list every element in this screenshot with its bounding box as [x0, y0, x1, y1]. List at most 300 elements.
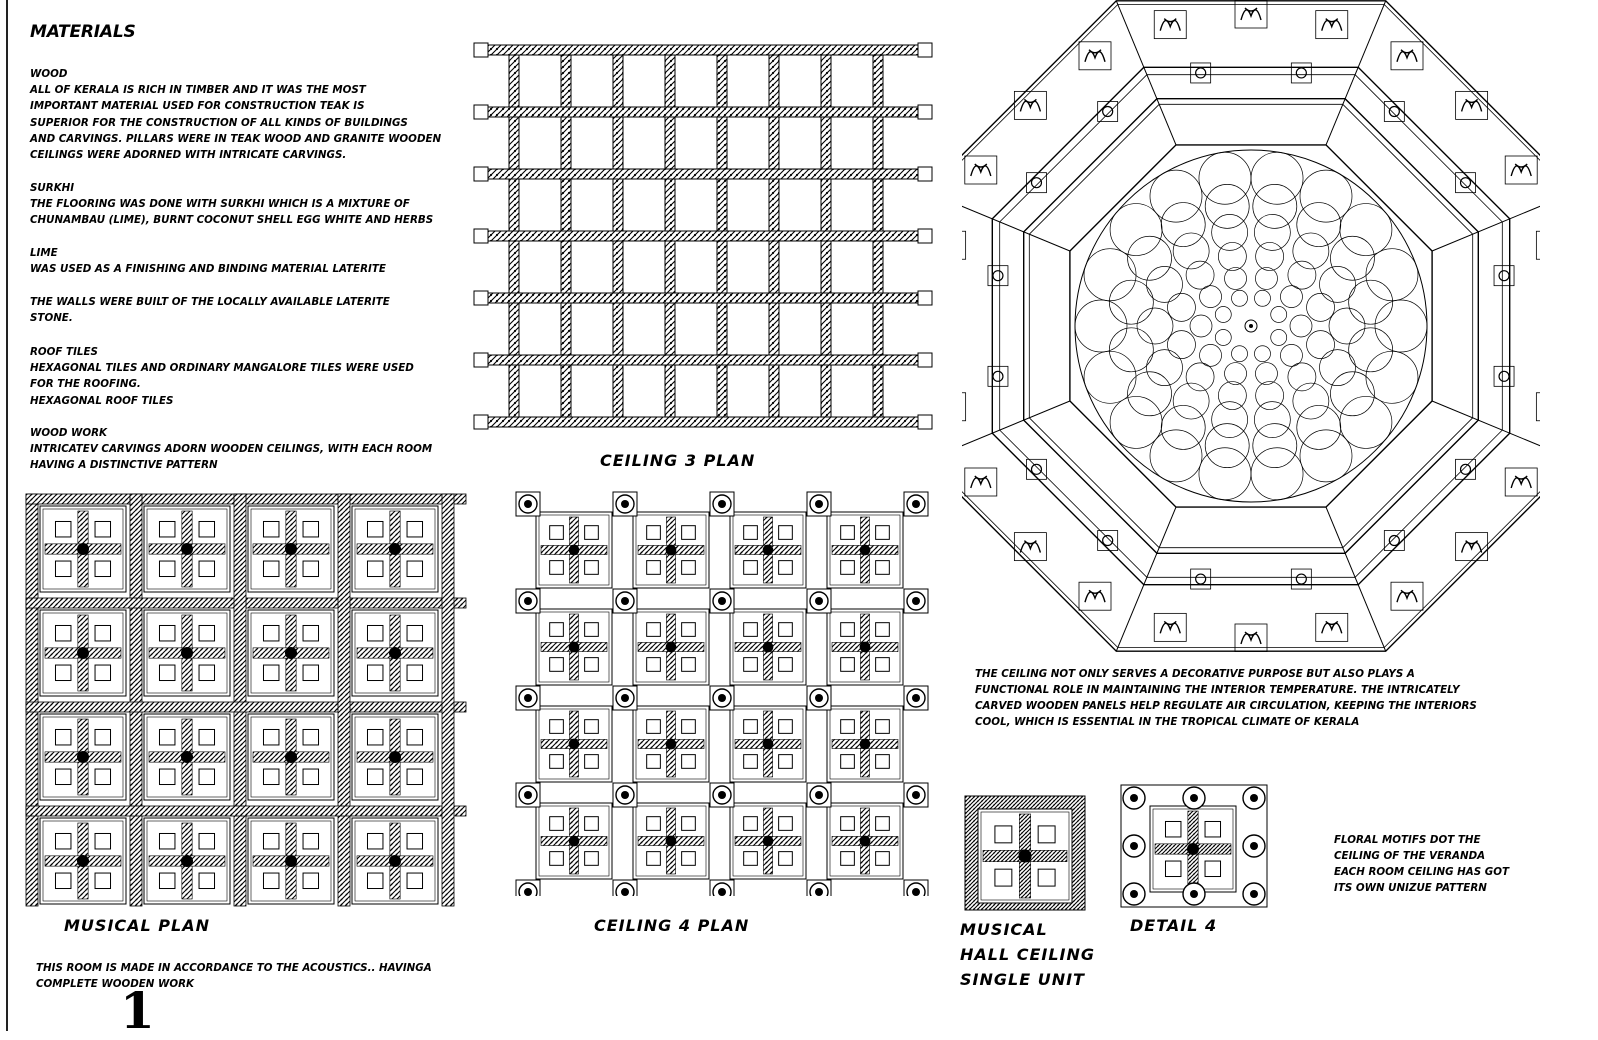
laterite-line: THE WALLS WERE BUILT OF THE LOCALLY AVAILABLE LATERITE	[30, 296, 390, 308]
ornament-center	[77, 751, 89, 763]
lotus-petal	[1215, 307, 1231, 323]
lotus-petal	[1297, 203, 1341, 247]
octagon-inner-panel	[1494, 366, 1514, 386]
lotus-petal	[1288, 261, 1316, 289]
ornament-center	[389, 647, 401, 659]
wood-line: ALL OF KERALA IS RICH IN TIMBER AND IT WAS THE MOST	[30, 84, 366, 97]
lotus-petal	[1075, 300, 1127, 352]
ceiling-function-note	[975, 666, 1575, 730]
ornament-center	[569, 739, 580, 750]
octagon-inner-panel	[988, 366, 1008, 386]
lotus-petal	[1232, 290, 1248, 306]
note-line: EACH ROOM CEILING HAS GOT	[1334, 866, 1509, 878]
woodwork-line: HAVING A DISTINCTIVE PATTERN	[30, 459, 218, 472]
octagon-inner-motif	[1196, 574, 1206, 584]
ornament-center	[389, 543, 401, 555]
ceiling-4-rosette-core	[912, 597, 920, 605]
sheet-number: 1	[120, 981, 155, 1040]
octagon-inner-motif	[1103, 106, 1113, 116]
wood-line: IMPORTANT MATERIAL USED FOR CONSTRUCTION TEAK IS	[30, 100, 365, 113]
musical-plan-joist	[130, 494, 142, 906]
floral-motifs-note	[1334, 832, 1564, 896]
octagon-corner-line	[1326, 1, 1386, 145]
wood-line: AND CARVINGS. PILLARS WERE IN TEAK WOOD AND GRANITE WOODEN	[30, 132, 442, 145]
ceiling-4-rosette-core	[815, 888, 823, 896]
ceiling-4-rosette-core	[718, 791, 726, 799]
ceiling-4-rosette-core	[815, 694, 823, 702]
octagon-inner-motif	[1389, 536, 1399, 546]
octagon-scroll-motif	[971, 476, 991, 488]
octagon-inner-panel	[1098, 531, 1118, 551]
lotus-petal	[1255, 363, 1277, 385]
octagon-inner-motif	[993, 371, 1003, 381]
lotus-petal	[1307, 293, 1335, 321]
lotus-petal	[1150, 430, 1202, 482]
ornament-center	[181, 543, 193, 555]
ornament-center	[181, 751, 193, 763]
octagon-carved-panel	[1014, 533, 1046, 561]
musical-plan-drawing	[24, 492, 468, 908]
lotus-petal	[1255, 267, 1277, 289]
ceiling-3-beam-end	[918, 353, 932, 367]
octagon-inner-panel	[1191, 63, 1211, 83]
octagon-scroll-motif	[1241, 8, 1261, 20]
lotus-petal	[1256, 382, 1284, 410]
materials-lime	[30, 245, 470, 277]
ceiling-3-beam	[488, 417, 918, 427]
ceiling-4-rosette-core	[815, 500, 823, 508]
detail-4-label: DETAIL 4	[1130, 916, 1218, 935]
lotus-petal	[1218, 242, 1246, 270]
ceiling-3-beam	[488, 355, 918, 365]
sheet-border	[6, 0, 8, 1031]
detail-4-drawing	[1120, 784, 1268, 908]
octagon-carved-panel	[1536, 231, 1540, 259]
lotus-petal	[1254, 214, 1290, 250]
octagon-scroll-motif	[1511, 164, 1531, 176]
ornament-center	[181, 647, 193, 659]
octagon-inner-panel	[1456, 173, 1476, 193]
lotus-petal	[1232, 346, 1248, 362]
ceiling-3-beam	[488, 169, 918, 179]
octagon-inner-panel	[988, 266, 1008, 286]
ceiling-3-plan-label: CEILING 3 PLAN	[600, 451, 756, 470]
lotus-petal	[1128, 236, 1172, 280]
ceiling-4-rosette-core	[524, 500, 532, 508]
ornament-center	[77, 543, 89, 555]
octagon-carved-panel	[962, 231, 966, 259]
octagon-inner-motif	[993, 271, 1003, 281]
lotus-petal	[1150, 170, 1202, 222]
lotus-petal	[1307, 331, 1335, 359]
octagon-inner-panel	[1456, 459, 1476, 479]
ornament-center	[285, 751, 297, 763]
lotus-center-dot	[1249, 324, 1253, 328]
octagon-inner-panel	[1384, 531, 1404, 551]
octagon-inner-motif	[1461, 178, 1471, 188]
ceiling-4-rosette-core	[815, 597, 823, 605]
ceiling-4-rosette-core	[621, 597, 629, 605]
ornament-center	[860, 836, 871, 847]
lotus-petal	[1319, 266, 1355, 302]
lotus-petal	[1253, 424, 1297, 468]
octagon-scroll-motif	[1322, 19, 1342, 31]
musical-plan-beam	[26, 702, 466, 712]
lotus-petal	[1366, 351, 1418, 403]
materials-roof-tiles	[30, 344, 470, 409]
lotus-petal	[1297, 405, 1341, 449]
materials-title: MATERIALS	[30, 22, 136, 42]
ceiling-3-beam	[488, 107, 918, 117]
lotus-petal	[1253, 184, 1297, 228]
ceiling-3-beam-end	[474, 105, 488, 119]
octagon-inner-panel	[1191, 569, 1211, 589]
octagon-scroll-motif	[1085, 590, 1105, 602]
ceiling-4-rosette-core	[621, 500, 629, 508]
octagon-inner-motif	[1499, 271, 1509, 281]
octagon-scroll-motif	[1322, 621, 1342, 633]
octagon-carved-panel	[1505, 468, 1537, 496]
octagon-inner-motif	[1031, 464, 1041, 474]
detail-rosette-core	[1190, 890, 1198, 898]
musical-plan-beam	[26, 806, 466, 816]
lotus-petal	[1293, 383, 1329, 419]
octagon-scroll-motif	[1160, 19, 1180, 31]
materials-surkhi	[30, 180, 470, 229]
lotus-petal	[1200, 286, 1222, 308]
octagon-corner-line	[1432, 191, 1540, 251]
roof-line: FOR THE ROOFING.	[30, 378, 141, 391]
ceiling-3-beam-end	[474, 43, 488, 57]
octagon-corner-line	[1432, 401, 1540, 461]
ornament-center	[666, 545, 677, 556]
ceiling-4-rosette-core	[912, 791, 920, 799]
octagon-carved-panel	[965, 156, 997, 184]
ceiling-3-beam-end	[918, 167, 932, 181]
lotus-petal	[1340, 204, 1392, 256]
lotus-petal	[1271, 329, 1287, 345]
lotus-petal	[1340, 396, 1392, 448]
ceiling-4-rosette-core	[718, 888, 726, 896]
lotus-petal	[1254, 346, 1270, 362]
note-line: THE CEILING NOT ONLY SERVES A DECORATIVE PURPOSE BUT ALSO PLAYS A	[975, 668, 1415, 680]
ceiling-3-beam-end	[474, 415, 488, 429]
lotus-petal	[1200, 344, 1222, 366]
lotus-petal	[1300, 430, 1352, 482]
woodwork-line: INTRICATEV CARVINGS ADORN WOODEN CEILINGS, WITH EACH ROOM	[30, 443, 433, 456]
octagon-corner-line	[1326, 507, 1386, 651]
lotus-petal	[1110, 396, 1162, 448]
lotus-petal	[1137, 308, 1173, 344]
ornament-center	[1187, 843, 1199, 855]
musical-hall-unit-label	[960, 917, 1130, 992]
octagon-carved-panel	[1505, 156, 1537, 184]
lotus-petal	[1161, 405, 1205, 449]
ceiling-3-beam-end	[474, 353, 488, 367]
lotus-petal	[1329, 308, 1365, 344]
ceiling-4-rosette-core	[718, 694, 726, 702]
octagon-inner-motif	[1389, 106, 1399, 116]
detail-rosette-core	[1250, 842, 1258, 850]
octagon-scroll-motif	[1462, 541, 1482, 553]
octagon-inner-panel	[1098, 101, 1118, 121]
heading-roof-tiles: ROOF TILES	[30, 346, 98, 358]
lotus-petal	[1205, 184, 1249, 228]
acoustics-note	[36, 960, 556, 992]
ceiling-3-beam	[488, 45, 918, 55]
lotus-petal	[1251, 152, 1303, 204]
detail-rosette-core	[1130, 890, 1138, 898]
lotus-petal	[1225, 363, 1247, 385]
octagonal-ceiling-drawing	[962, 0, 1540, 652]
unit-label-line: MUSICAL	[960, 920, 1048, 939]
octagon-inner-motif	[1296, 574, 1306, 584]
ceiling-3-beam-end	[474, 229, 488, 243]
ceiling-4-plan-label: CEILING 4 PLAN	[594, 916, 750, 935]
lotus-petal	[1293, 233, 1329, 269]
note-line: COMPLETE WOODEN WORK	[36, 978, 195, 990]
ceiling-3-beam-end	[474, 291, 488, 305]
octagon-inner-panel	[1026, 173, 1046, 193]
octagon-inner-motif	[1103, 536, 1113, 546]
octagon-carved-panel	[1456, 533, 1488, 561]
roof-line: HEXAGONAL ROOF TILES	[30, 394, 174, 407]
note-line: THIS ROOM IS MADE IN ACCORDANCE TO THE ACOUSTICS.. HAVINGA	[36, 962, 432, 974]
lotus-petal	[1288, 363, 1316, 391]
musical-plan-joist	[234, 494, 246, 906]
ornament-center	[763, 739, 774, 750]
octagon-carved-panel	[962, 393, 966, 421]
wood-line: CEILINGS WERE ADORNED WITH INTRICATE CARVINGS.	[30, 149, 347, 162]
octagon-corner-line	[962, 191, 1070, 251]
octagon-scroll-motif	[1020, 541, 1040, 553]
lotus-petal	[1190, 315, 1212, 337]
octagon-inner-motif	[1196, 68, 1206, 78]
musical-plan-label: MUSICAL PLAN	[64, 916, 210, 935]
octagon-carved-panel	[1391, 582, 1423, 610]
ceiling-4-plan-drawing	[514, 490, 940, 896]
lotus-petal	[1215, 329, 1231, 345]
octagon-inner-panel	[1291, 63, 1311, 83]
octagon-carved-panel	[1316, 11, 1348, 39]
lotus-petal	[1199, 448, 1251, 500]
octagon-scroll-motif	[1160, 621, 1180, 633]
materials-wood	[30, 66, 470, 163]
ornament-center	[1018, 849, 1031, 862]
octagon-corner-line	[1116, 1, 1176, 145]
wood-line: SUPERIOR FOR THE CONSTRUCTION OF ALL KINDS OF BUILDINGS	[30, 116, 408, 129]
materials-laterite	[30, 294, 470, 326]
lotus-petal	[1147, 350, 1183, 386]
octagon-inner-panel	[1494, 266, 1514, 286]
ceiling-4-rosette-core	[912, 500, 920, 508]
octagon-carved-panel	[1014, 91, 1046, 119]
lotus-petal	[1280, 344, 1302, 366]
octagon-carved-panel	[965, 468, 997, 496]
lotus-petal	[1161, 203, 1205, 247]
detail-rosette-core	[1130, 842, 1138, 850]
ceiling-4-rosette-core	[621, 791, 629, 799]
unit-label-line: HALL CEILING	[960, 945, 1096, 964]
detail-rosette-core	[1250, 890, 1258, 898]
octagon-scroll-motif	[1511, 476, 1531, 488]
lime-line: WAS USED AS A FINISHING AND BINDING MATERIAL LATERITE	[30, 263, 386, 276]
octagon-scroll-motif	[1020, 99, 1040, 111]
lotus-petal	[1290, 315, 1312, 337]
ornament-center	[569, 545, 580, 556]
ceiling-3-beam-end	[474, 167, 488, 181]
octagon-carved-panel	[1456, 91, 1488, 119]
note-line: ITS OWN UNIZUE PATTERN	[1334, 882, 1487, 894]
surkhi-line: THE FLOORING WAS DONE WITH SURKHI WHICH IS A MIXTURE OF	[30, 198, 410, 211]
materials-wood-work	[30, 425, 470, 474]
ornament-center	[763, 642, 774, 653]
octagon-inner-panel	[1384, 101, 1404, 121]
lotus-petal	[1173, 233, 1209, 269]
lotus-petal	[1330, 236, 1374, 280]
ceiling-3-beam	[488, 231, 918, 241]
note-line: CEILING OF THE VERANDA	[1334, 850, 1486, 862]
octagon-carved-panel	[1391, 42, 1423, 70]
octagon-scroll-motif	[1085, 50, 1105, 62]
octagon-inner-motif	[1499, 371, 1509, 381]
lotus-petal	[1186, 363, 1214, 391]
ornament-center	[666, 739, 677, 750]
ceiling-4-rosette-core	[524, 888, 532, 896]
laterite-line: STONE.	[30, 312, 73, 325]
lotus-petal	[1366, 249, 1418, 301]
octagon-carved-panel	[1079, 582, 1111, 610]
ceiling-3-beam-end	[918, 415, 932, 429]
musical-plan-joist	[26, 494, 38, 906]
ornament-center	[285, 543, 297, 555]
ornament-center	[77, 647, 89, 659]
octagon-inner-motif	[1296, 68, 1306, 78]
octagon-carved-panel	[1154, 11, 1186, 39]
lotus-petal	[1375, 300, 1427, 352]
ornament-center	[860, 739, 871, 750]
octagon-scroll-motif	[1397, 590, 1417, 602]
lotus-petal	[1218, 382, 1246, 410]
octagon-inner-panel	[1291, 569, 1311, 589]
ornament-center	[666, 836, 677, 847]
octagon-scroll-motif	[1241, 632, 1261, 644]
octagon-scroll-motif	[971, 164, 991, 176]
note-line: CARVED WOODEN PANELS HELP REGULATE AIR CIRCULATION, KEEPING THE INTERIORS	[975, 700, 1477, 712]
note-line: COOL, WHICH IS ESSENTIAL IN THE TROPICAL CLIMATE OF KERALA	[975, 716, 1360, 728]
lotus-petal	[1167, 293, 1195, 321]
heading-surkhi: SURKHI	[30, 182, 75, 194]
ceiling-4-rosette-core	[718, 597, 726, 605]
heading-wood: WOOD	[30, 68, 68, 80]
lotus-petal	[1147, 266, 1183, 302]
octagon-scroll-motif	[1397, 50, 1417, 62]
ceiling-4-rosette-core	[524, 597, 532, 605]
lotus-petal	[1280, 286, 1302, 308]
octagon-inner-motif	[1031, 178, 1041, 188]
lotus-petal	[1300, 170, 1352, 222]
ceiling-3-beam-end	[918, 43, 932, 57]
detail-rosette-core	[1190, 794, 1198, 802]
lotus-petal	[1186, 261, 1214, 289]
ceiling-4-rosette-core	[718, 500, 726, 508]
musical-plan-joist	[442, 494, 454, 906]
octagon-corner-line	[1116, 507, 1176, 651]
heading-wood-work: WOOD WORK	[30, 427, 108, 439]
ornament-center	[77, 855, 89, 867]
detail-rosette-core	[1250, 794, 1258, 802]
ornament-center	[860, 642, 871, 653]
lotus-petal	[1128, 372, 1172, 416]
octagon-carved-panel	[1079, 42, 1111, 70]
lotus-petal	[1319, 350, 1355, 386]
ceiling-3-beam	[488, 293, 918, 303]
lotus-petal	[1251, 448, 1303, 500]
ornament-center	[181, 855, 193, 867]
ornament-center	[569, 836, 580, 847]
octagon-inner-motif	[1461, 464, 1471, 474]
ceiling-4-rosette-core	[621, 694, 629, 702]
ornament-center	[763, 836, 774, 847]
lotus-petal	[1199, 152, 1251, 204]
lotus-petal	[1167, 331, 1195, 359]
lotus-petal	[1212, 214, 1248, 250]
detail-rosette-core	[1130, 794, 1138, 802]
octagon-carved-panel	[1536, 393, 1540, 421]
surkhi-line: CHUNAMBAU (LIME), BURNT COCONUT SHELL EGG WHITE AND HERBS	[30, 214, 434, 227]
lotus-petal	[1254, 290, 1270, 306]
ornament-center	[285, 647, 297, 659]
octagon-carved-panel	[1316, 613, 1348, 641]
ornament-center	[763, 545, 774, 556]
lotus-petal	[1225, 267, 1247, 289]
ceiling-4-rosette-core	[524, 694, 532, 702]
ornament-center	[860, 545, 871, 556]
note-line: FLORAL MOTIFS DOT THE	[1334, 834, 1481, 846]
ornament-center	[666, 642, 677, 653]
lotus-petal	[1254, 402, 1290, 438]
ceiling-4-rosette-core	[912, 888, 920, 896]
lotus-petal	[1205, 424, 1249, 468]
ornament-center	[389, 855, 401, 867]
lotus-petal	[1256, 242, 1284, 270]
lotus-petal	[1084, 249, 1136, 301]
lotus-petal	[1330, 372, 1374, 416]
lotus-petal	[1084, 351, 1136, 403]
lotus-petal	[1271, 307, 1287, 323]
ceiling-4-rosette-core	[912, 694, 920, 702]
note-line: FUNCTIONAL ROLE IN MAINTAINING THE INTERIOR TEMPERATURE. THE INTRICATELY	[975, 684, 1460, 696]
ceiling-4-rosette-core	[621, 888, 629, 896]
musical-hall-unit-drawing	[964, 795, 1086, 911]
octagon-carved-panel	[1154, 613, 1186, 641]
ceiling-3-beam-end	[918, 229, 932, 243]
musical-plan-joist	[338, 494, 350, 906]
octagon-corner-line	[962, 401, 1070, 461]
heading-lime: LIME	[30, 247, 58, 259]
ceiling-3-beam-end	[918, 105, 932, 119]
ceiling-3-beam-end	[918, 291, 932, 305]
unit-label-line: SINGLE UNIT	[960, 970, 1085, 989]
ceiling-3-plan-drawing	[470, 40, 940, 438]
octagon-inner-panel	[1026, 459, 1046, 479]
octagon-scroll-motif	[1462, 99, 1482, 111]
ceiling-4-rosette-core	[524, 791, 532, 799]
roof-line: HEXAGONAL TILES AND ORDINARY MANGALORE TILES WERE USED	[30, 362, 414, 375]
lotus-petal	[1173, 383, 1209, 419]
ornament-center	[389, 751, 401, 763]
ornament-center	[569, 642, 580, 653]
